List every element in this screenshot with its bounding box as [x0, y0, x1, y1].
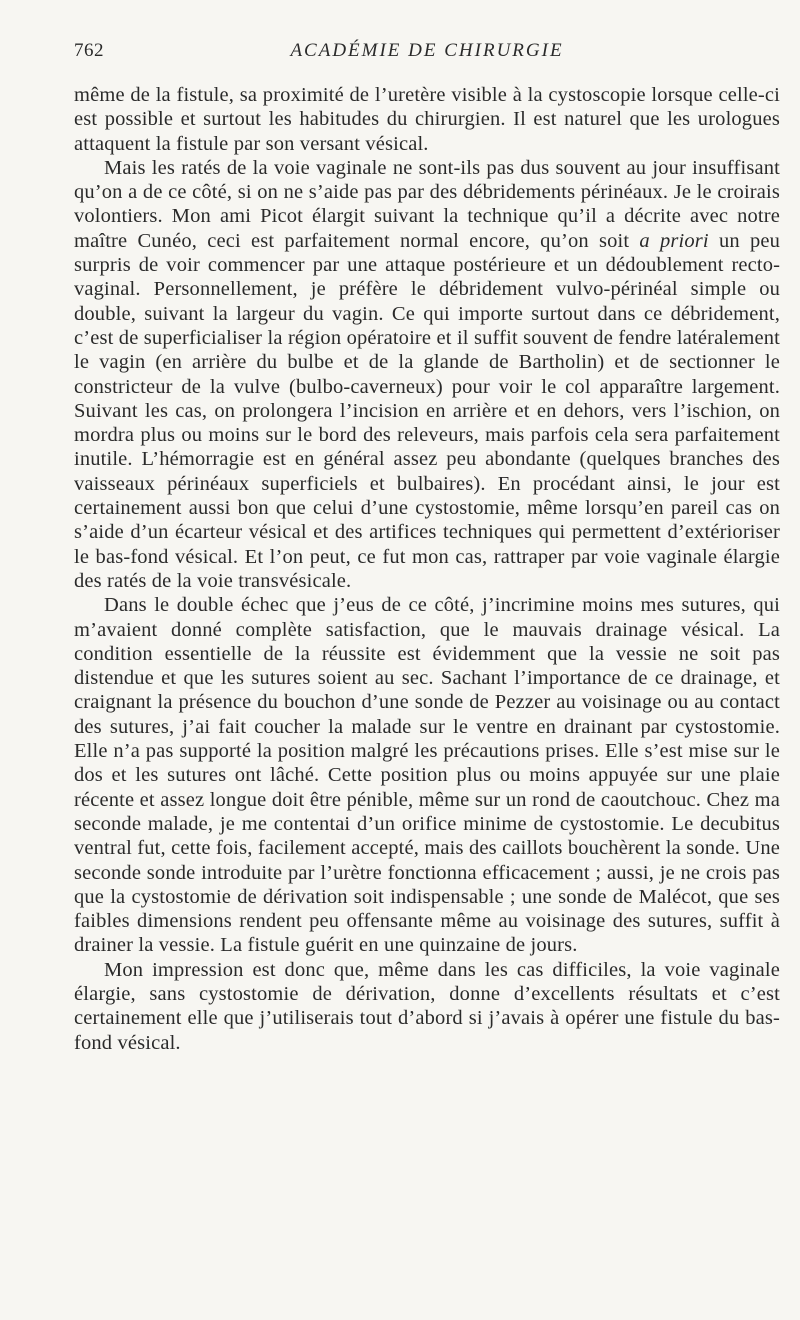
italic-a-priori: a priori — [639, 229, 709, 252]
page-number: 762 — [74, 40, 104, 61]
body-text — [74, 83, 780, 1055]
paragraph-2-text-b: un peu surpris de voir commencer par une attaque postérieure et un dédoublement rectovaginal. Personnellement, je préfère le débridement vulvo-périnéal simple ou double, suivant la largeur du vagin. Ce qui importe surtout dans ce débridement, c’est de superficialiser la région opératoire et il suffit souvent de fendre latéralement le vagin (en arrière du bulbe et de la glande de Bartholin) et de sectionner le constricteur de la vulve (bulbo-caverneux) pour voir le col apparaître largement. Suivant les cas, on prolongera l’incision en arrière et en dehors, vers l’ischion, on mordra plus ou moins sur le bord des releveurs, mais parfois cela sera parfaitement inutile. L’hémorragie est en général assez peu abondante (quelques branches des vaisseaux périnéaux superficiels et bulbaires). En procédant ainsi, le jour est certainement aussi bon que celui d’une cystostomie, même lorsqu’en pareil cas on s’aide d’un écarteur vésical et des artifices techniques qui permettent d’extérioriser le bas-fond vésical. Et l’on peut, ce fut mon cas, rattraper par voie vaginale élargie des ratés de la voie transvésicale. — [74, 229, 781, 592]
paragraph-3: Dans le double échec que j’eus de ce côté, j’incrimine moins mes sutures, qui m’avaient donné complète satisfaction, que le mauvais drainage vésical. La condition essentielle de la réussite est évidemment que la vessie ne soit pas distendue et que les sutures soient au sec. Sachant l’importance de ce drainage, et craignant la présence du bouchon d’une sonde de Pezzer au voisinage ou au contact des sutures, j’ai fait coucher la malade sur le ventre en drainant par cystostomie. Elle n’a pas supporté la position malgré les précautions prises. Elle s’est mise sur le dos et les sutures ont lâché. Cette position plus ou moins appuyée sur une plaie récente et assez longue doit être pénible, même sur un rond de caoutchouc. Chez ma seconde malade, je me contentai d’un orifice minime de cystostomie. Le decubitus ventral fut, cette fois, facilement accepté, mais des caillots bouchèrent la sonde. Une seconde sonde introduite par l’urètre fonctionna efficacement ; aussi, je ne crois pas que la cystostomie de dérivation soit indispensable ; une sonde de Malécot, que ses faibles dimensions rendent peu offensante même au voisinage des sutures, suffit à drainer la vessie. La fistule guérit en une quinzaine de jours. — [74, 594, 780, 957]
running-title: ACADÉMIE DE CHIRURGIE — [290, 40, 564, 61]
paragraph-4: Mon impression est donc que, même dans les cas difficiles, la voie vaginale élargie, sans cystostomie de dérivation, donne d’excellents résultats et c’est certainement elle que j’utiliserais tout d’abord si j’avais à opérer une fistule du bas-fond vésical. — [74, 958, 780, 1054]
page-header — [74, 40, 780, 68]
paragraph-2 — [74, 156, 780, 593]
paragraph-1: même de la fistule, sa proximité de l’uretère visible à la cystoscopie lorsque celle-ci est possible et surtout les habitudes du chirurgien. Il est naturel que les urologues attaquent la fistule par son versant vésical. — [74, 84, 780, 155]
paragraph-2-text-a: Mais les ratés de la voie vaginale ne sont-ils pas dus souvent au jour insuffisant qu’on a de ce côté, si on ne s’aide pas par des débridements périnéaux. Je le croirais volontiers. Mon ami Picot élargit suivant la technique qu’il a décrite avec notre maître Cunéo, ceci est parfaitement normal encore, qu’on soit — [74, 156, 780, 252]
